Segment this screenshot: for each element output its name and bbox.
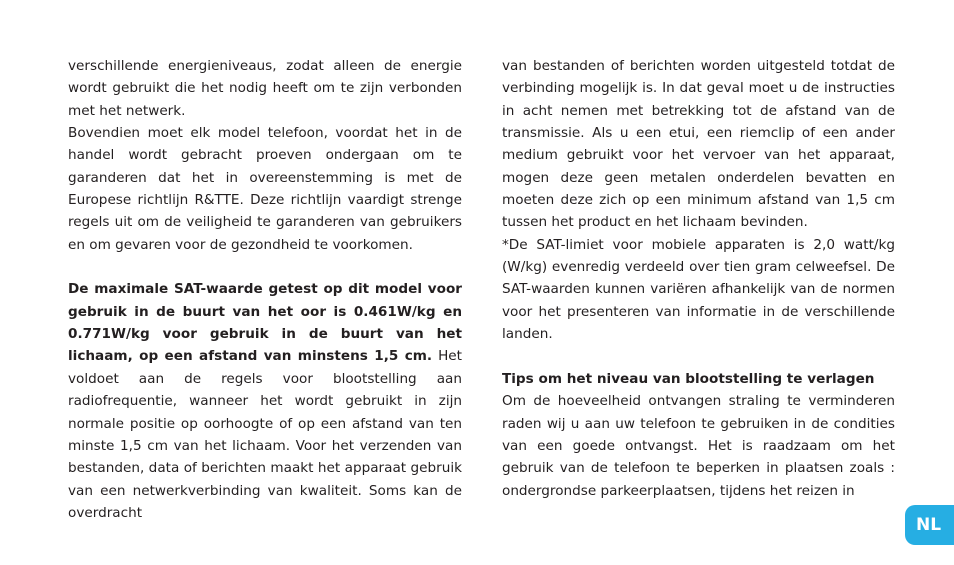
language-badge (905, 505, 954, 545)
sat-value-bold-text: De maximale SAT-waarde getest op dit model voor gebruik in de buurt van het oor is 0.461W/kg en 0.771W/kg voor gebruik in de buurt van het lichaam, op een afstand van minstens 1,5 cm. (68, 281, 462, 365)
language-badge-label: NL (916, 515, 942, 535)
right-paragraph-1: van bestanden of berichten worden uitgesteld totdat de verbinding mogelijk is. In dat geval moet u de instructies in acht nemen met betrekking tot de afstand van de transmissie. Als u een etui, een riemclip of een ander medium gebruikt voor het vervoer van het apparaat, mogen deze geen metalen onderdelen bevatten en moeten deze zich op een minimum afstand van 1,5 cm tussen het product en het lichaam bevinden. (502, 58, 895, 231)
left-column (68, 55, 462, 524)
right-paragraph-3: Om de hoeveelheid ontvangen straling te verminderen raden wij u aan uw telefoon te gebruiken in de condities van een goede ontvangst. Het is raadzaam om het gebruik van de telefoon te beperken in plaatsen zoals : ondergrondse parkeerplaatsen, tijdens het reizen in (502, 393, 895, 499)
sat-value-rest-text: Het voldoet aan de regels voor blootstelling aan radiofrequentie, wanneer het wordt gebruikt in zijn normale positie op oorhoogte of op een afstand van ten minste 1,5 cm van het lichaam. Voor het verzenden van bestanden, data of berichten maakt het apparaat gebruik van een netwerkverbinding van kwaliteit. Soms kan de overdracht (68, 348, 462, 521)
left-paragraph-1: verschillende energieniveaus, zodat alleen de energie wordt gebruikt die het nodig heeft om te zijn verbonden met het netwerk. (68, 58, 462, 119)
sat-limit-paragraph: *De SAT-limiet voor mobiele apparaten is 2,0 watt/kg (W/kg) evenredig verdeeld over tien gram celweefsel. De SAT-waarden kunnen variëren afhankelijk van de normen voor het presenteren van informatie in de verschillende landen. (502, 236, 895, 343)
left-paragraph-2: Bovendien moet elk model telefoon, voordat het in de handel wordt gebracht proeven ondergaan om te garanderen dat het in overeenstemming is met de Europese richtlijn R&TTE. Deze richtlijn vaardigt strenge regels uit om de veiligheid te garanderen van gebruikers en om gevaren voor de gezondheid te voorkomen. (68, 125, 462, 253)
section-heading: Tips om het niveau van blootstelling te verlagen (502, 370, 875, 387)
right-column (502, 55, 895, 502)
sat-value-paragraph (68, 278, 462, 524)
